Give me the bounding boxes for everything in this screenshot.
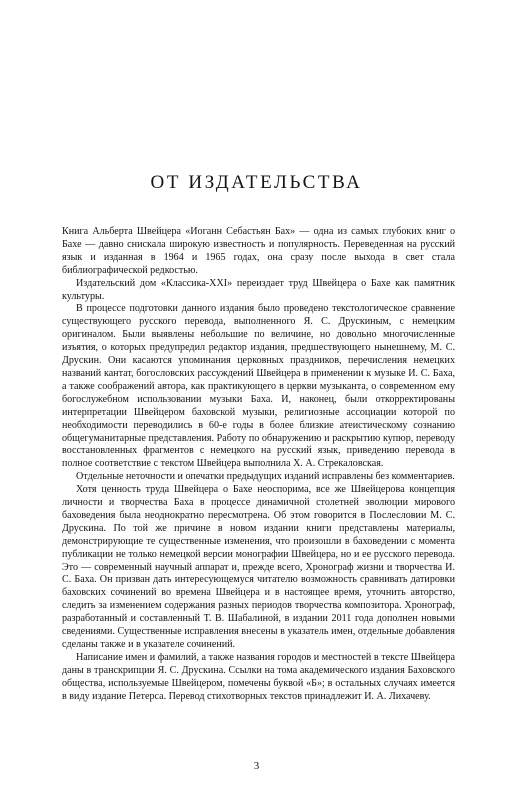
paragraph-intro: Книга Альберта Швейцера «Иоганн Себастьян Бах» — одна из самых глубоких книг о Бахе — давно снискала широкую известность и популярность. Переведенная на русский язык и изданная в 1964 и 1965 годах, она сразу после выхода в свет стала библиографической редкостью.	[62, 226, 455, 276]
page-heading: ОТ ИЗДАТЕЛЬСТВА	[150, 172, 363, 193]
paragraph-corrections: Отдельные неточности и опечатки предыдущих изданий исправлены без комментариев.	[76, 471, 455, 483]
paragraph-text-comparison: В процессе подготовки данного издания было проведено текстологическое сравнение существующего русского перевода, выполненного Я. С. Друскиным, с немецким оригиналом. Были выявлены небольшие по величине, но довольно многочисленные изъятия, о которых предупредил редактор издания, предшествующего нынешнему, М. С. Друскин. Они касаются упоминания церковных праздников, перечисления немецких названий кантат, богословских рассуждений Швейцера в применении к музыке И. С. Баха, а также соображений автора, как практикующего в церкви музыканта, о современном ему богослужебном использовании музыки Баха. И, наконец, были откорректированы интерпретации Швейцером баховской музыки, религиозные ассоциации которой по необходимости переводились в 60-е годы в более близкие атеистическому сознанию общегуманитарные представления. Работу по обнаружению и раскрытию купюр, переводу восстановленных фрагментов с немецкого на русский язык, приведению перевода в полное соответствие с текстом Швейцера выполнила Х. А. Стрекаловская.	[62, 303, 455, 470]
paragraph-transcription: Написание имен и фамилий, а также названия городов и местностей в тексте Швейцера даны в транскрипции Я. С. Друскина. Ссылки на тома академического издания Баховского общества, используемые Швейцером, помечены буквой «Б»; в остальных случаях имеется в виду издание Петерса. Перевод стихотворных текстов принадлежит И. А. Лихачеву.	[62, 651, 455, 702]
paragraph-scholarship: Хотя ценность труда Швейцера о Бахе неоспорима, все же Швейцерова концепция личности и творчества Баха в процессе динамичной столетней эволюции мирового баховедения была неоднократно пересмотрена. Об этом говорится в Послесловии М. С. Друскина. По той же причине в новом издании книги представлены материалы, демонстрирующие те существенные изменения, что произошли в баховедении с момента публикации не только немецкой версии монографии Швейцера, но и ее русского перевода. Это — современный научный аппарат и, прежде всего, Хронограф жизни и творчества И. С. Баха. Он призван дать интересующемуся читателю возможность сравнивать датировки баховских сочинений во времена Швейцера и в настоящее время, уточнить авторство, следить за изменением содержания разных периодов творчества композитора. Хронограф, разработанный и составленный Т. В. Шабалиной, в издании 2011 года дополнен новыми сведениями. Существенные исправления внесены в указатель имен, отдельные добавления сделаны также и в указателе сочинений.	[62, 484, 455, 650]
paragraph-republication: Издательский дом «Классика-XXI» переиздает труд Швейцера о Бахе как памятник культуры.	[62, 277, 455, 302]
page-number: 3	[253, 760, 260, 772]
body-text	[62, 226, 455, 704]
